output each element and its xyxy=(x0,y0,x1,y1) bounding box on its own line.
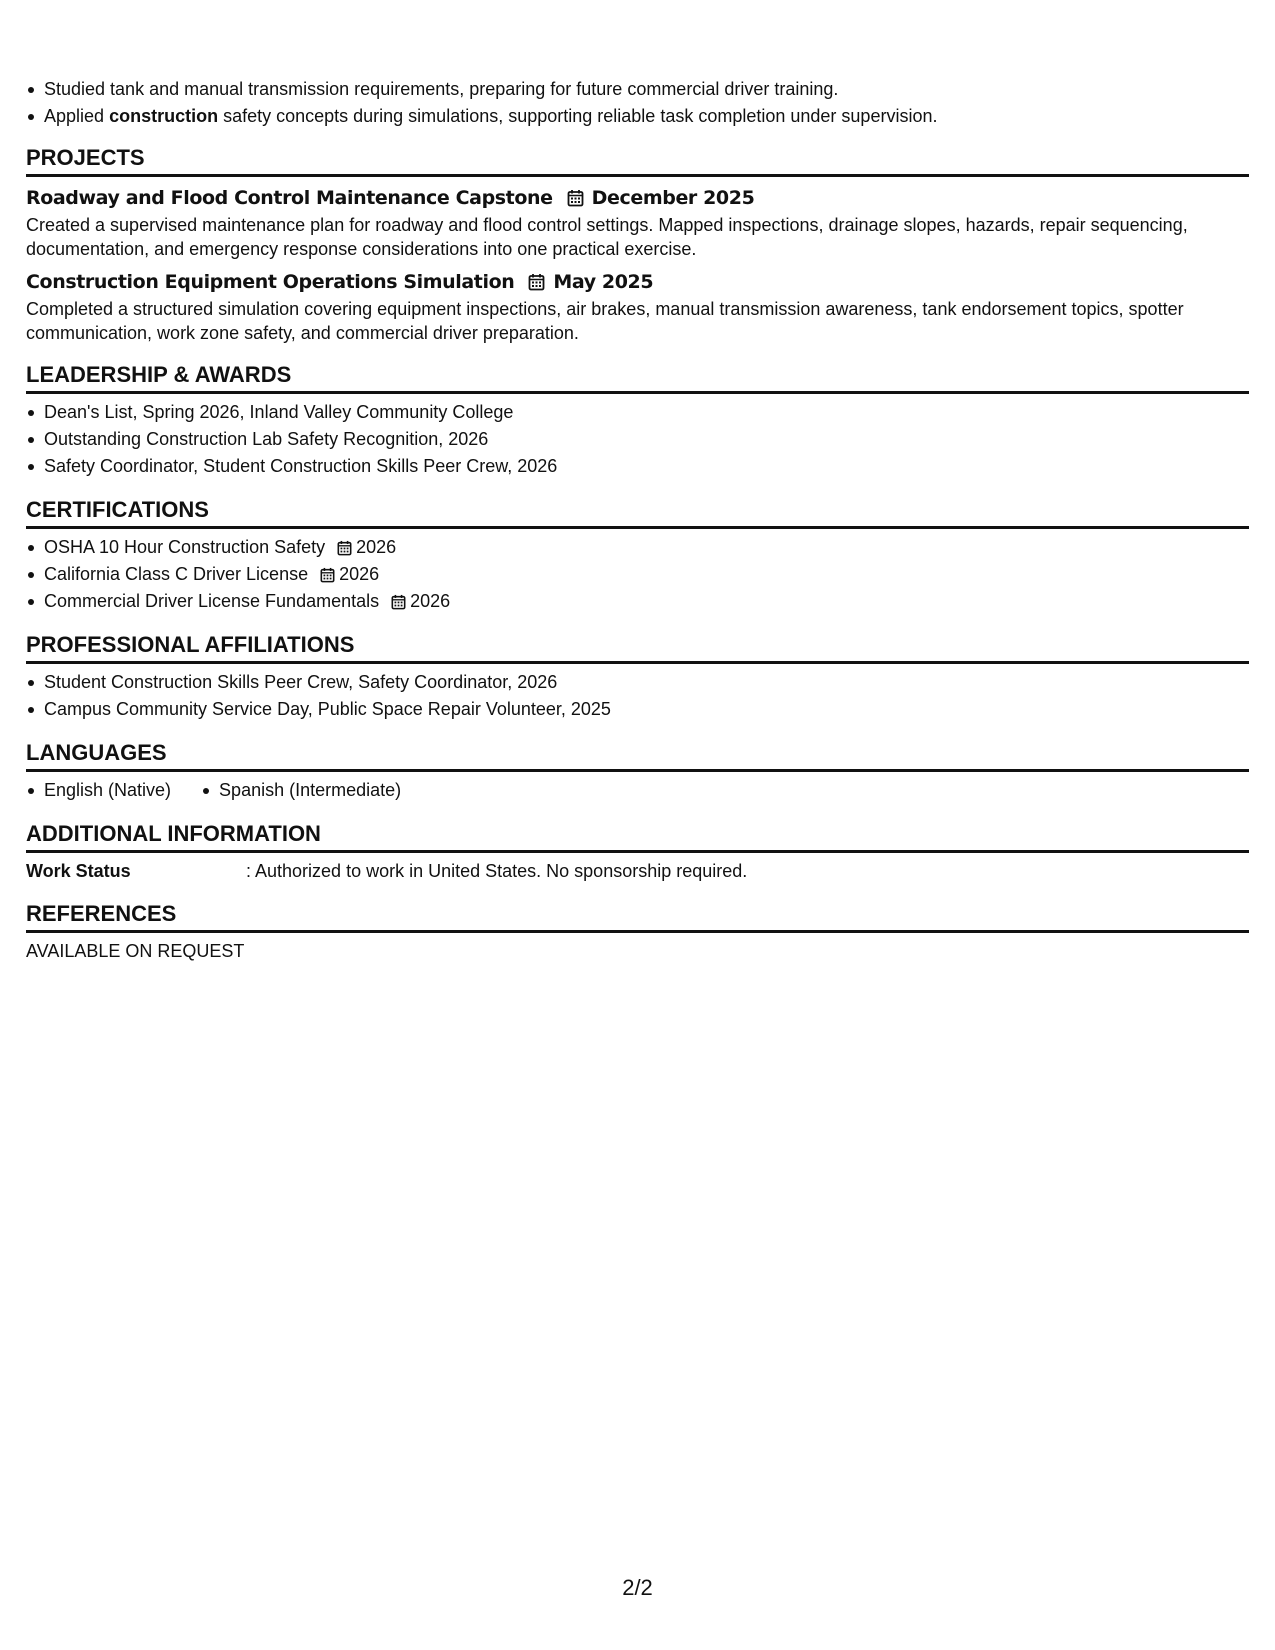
work-status-row xyxy=(26,858,1249,884)
project-item xyxy=(26,185,1249,261)
leadership-list xyxy=(26,399,1249,480)
list-item xyxy=(26,534,1249,561)
languages-heading: LANGUAGES xyxy=(26,739,1249,772)
project-name: Roadway and Flood Control Maintenance Capstone xyxy=(26,187,553,209)
calendar-icon xyxy=(567,189,584,207)
list-item: Applied construction safety concepts during simulations, supporting reliable task completion under supervision. xyxy=(26,103,1249,130)
certification-name: California Class C Driver License xyxy=(44,564,309,584)
list-item xyxy=(26,588,1249,615)
affiliations-list xyxy=(26,669,1249,723)
certification-name: Commercial Driver License Fundamentals xyxy=(44,591,380,611)
project-name: Construction Equipment Operations Simulation xyxy=(26,271,515,293)
project-description: Created a supervised maintenance plan for roadway and flood control settings. Mapped inspections, drainage slopes, hazards, repair sequencing, documentation, and emergency response considerations into one practical exercise. xyxy=(26,215,1188,259)
project-item xyxy=(26,269,1249,345)
calendar-icon xyxy=(337,540,352,556)
list-item: Dean's List, Spring 2026, Inland Valley Community College xyxy=(26,399,1249,426)
projects-heading: PROJECTS xyxy=(26,144,1249,177)
certification-year: 2026 xyxy=(339,564,380,584)
language-item: English (Native) xyxy=(26,777,171,804)
affiliations-heading: PROFESSIONAL AFFILIATIONS xyxy=(26,631,1249,664)
references-heading: REFERENCES xyxy=(26,900,1249,933)
list-item: Safety Coordinator, Student Construction Skills Peer Crew, 2026 xyxy=(26,453,1249,480)
calendar-icon xyxy=(391,594,406,610)
calendar-icon xyxy=(528,273,545,291)
experience-bullets xyxy=(26,76,1249,130)
project-header xyxy=(26,185,1249,211)
list-item xyxy=(26,561,1249,588)
work-status-label: Work Status xyxy=(26,861,131,881)
resume-page xyxy=(26,0,1249,1650)
language-item: Spanish (Intermediate) xyxy=(201,777,401,804)
additional-info-heading: ADDITIONAL INFORMATION xyxy=(26,820,1249,853)
certification-year: 2026 xyxy=(356,537,397,557)
leadership-heading: LEADERSHIP & AWARDS xyxy=(26,361,1249,394)
list-item: Student Construction Skills Peer Crew, Safety Coordinator, 2026 xyxy=(26,669,1249,696)
project-header xyxy=(26,269,1249,295)
page-number: 2/2 xyxy=(622,1575,653,1600)
references-text: AVAILABLE ON REQUEST xyxy=(26,941,245,961)
certification-year: 2026 xyxy=(410,591,451,611)
certifications-heading: CERTIFICATIONS xyxy=(26,496,1249,529)
project-description: Completed a structured simulation covering equipment inspections, air brakes, manual transmission awareness, tank endorsement topics, spotter communication, work zone safety, and commercial driver preparation. xyxy=(26,299,1184,343)
calendar-icon xyxy=(320,567,335,583)
work-status-value: : Authorized to work in United States. No sponsorship required. xyxy=(246,861,748,881)
list-item: Campus Community Service Day, Public Space Repair Volunteer, 2025 xyxy=(26,696,1249,723)
project-date: May 2025 xyxy=(553,271,654,293)
project-date: December 2025 xyxy=(591,187,755,209)
certification-name: OSHA 10 Hour Construction Safety xyxy=(44,537,326,557)
list-item: Studied tank and manual transmission requirements, preparing for future commercial driver training. xyxy=(26,76,1249,103)
list-item: Outstanding Construction Lab Safety Recognition, 2026 xyxy=(26,426,1249,453)
certifications-list xyxy=(26,534,1249,615)
languages-list xyxy=(26,777,1249,804)
